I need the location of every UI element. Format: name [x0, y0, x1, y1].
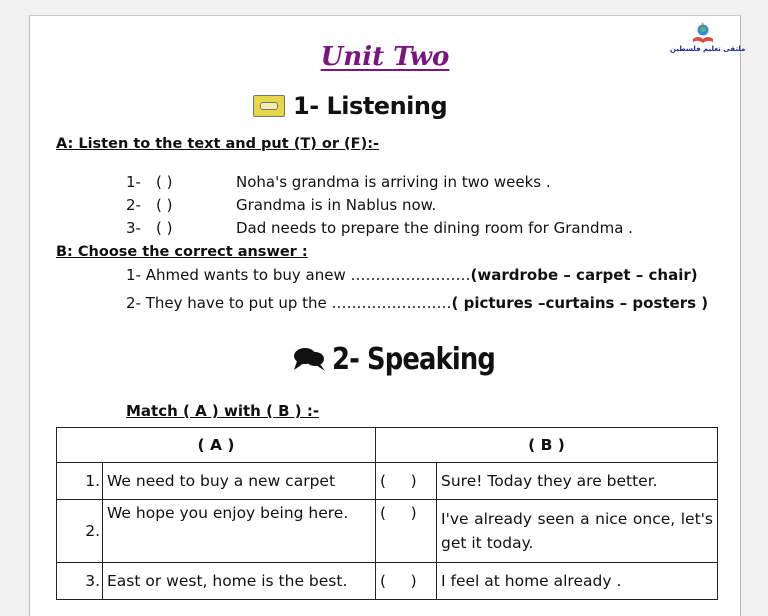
- match-blank[interactable]: ( ): [376, 463, 437, 500]
- book-globe-icon: [692, 22, 714, 44]
- part-a-label: A: Listen to the text and put (T) or (F):-: [56, 136, 380, 152]
- item-text: Grandma is in Nablus now.: [236, 196, 437, 214]
- choice-text: 1- Ahmed wants to buy anew ……………………: [126, 266, 471, 284]
- cassette-tape-icon: [253, 95, 285, 117]
- choice-options: (wardrobe – carpet – chair): [470, 266, 698, 284]
- tf-item: [126, 173, 551, 191]
- speaking-title: 2- Speaking: [332, 341, 495, 377]
- choice-text: 2- They have to put up the ……………………: [126, 294, 452, 312]
- logo-text: ملتقى تعليم فلسطين: [670, 45, 746, 53]
- choice-item: [126, 294, 708, 312]
- match-blank[interactable]: ( ): [376, 563, 437, 600]
- listening-title: 1- Listening: [293, 92, 448, 120]
- speaking-heading: [292, 334, 522, 384]
- item-number: 3-: [126, 219, 141, 237]
- item-text: Noha's grandma is arriving in two weeks .: [236, 173, 551, 191]
- item-text: Dad needs to prepare the dining room for Grandma .: [236, 219, 633, 237]
- row-number: 3.: [57, 563, 103, 600]
- column-b-header: ( B ): [376, 428, 718, 463]
- choice-options: ( pictures –curtains – posters ): [451, 294, 709, 312]
- tf-item: [126, 196, 436, 214]
- match-instruction: Match ( A ) with ( B ) :-: [126, 402, 320, 420]
- row-number: 2.: [57, 500, 103, 563]
- unit-title: Unit Two: [320, 42, 450, 72]
- sentence-a: East or west, home is the best.: [103, 563, 376, 600]
- table-header-row: [57, 428, 718, 463]
- speech-bubbles-icon: [292, 346, 326, 372]
- worksheet-page: [29, 15, 746, 616]
- table-row: [57, 500, 718, 563]
- table-row: [57, 463, 718, 500]
- sentence-a: We need to buy a new carpet: [103, 463, 376, 500]
- tf-item: [126, 219, 633, 237]
- sentence-b: I feel at home already .: [437, 563, 718, 600]
- match-table: [56, 427, 718, 600]
- table-row: [57, 563, 718, 600]
- item-number: 1-: [126, 173, 141, 191]
- row-number: 1.: [57, 463, 103, 500]
- sentence-b: Sure! Today they are better.: [437, 463, 718, 500]
- column-a-header: ( A ): [57, 428, 376, 463]
- match-blank[interactable]: ( ): [376, 500, 437, 563]
- answer-blank[interactable]: ( ): [156, 173, 173, 191]
- sentence-a: We hope you enjoy being here.: [103, 500, 376, 563]
- sentence-b: I've already seen a nice once, let's get it today.: [437, 500, 718, 563]
- choice-item: [126, 266, 698, 284]
- item-number: 2-: [126, 196, 141, 214]
- answer-blank[interactable]: ( ): [156, 219, 173, 237]
- answer-blank[interactable]: ( ): [156, 196, 173, 214]
- part-b-label: B: Choose the correct answer :: [56, 244, 308, 260]
- listening-heading: [253, 90, 447, 122]
